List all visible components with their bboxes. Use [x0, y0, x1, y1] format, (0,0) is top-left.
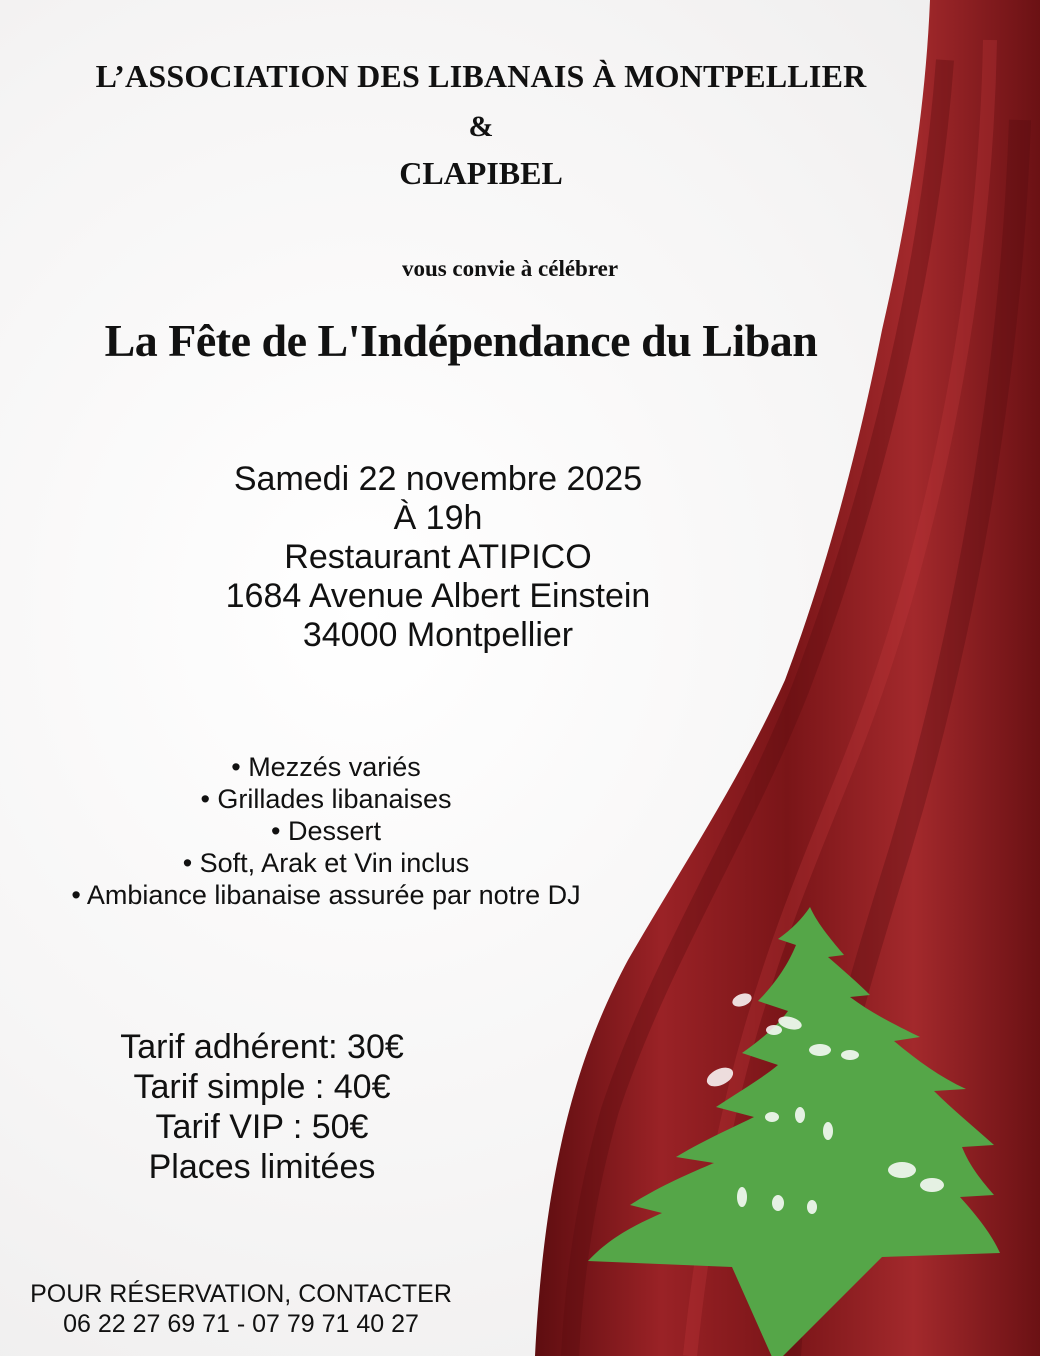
event-date: Samedi 22 novembre 2025	[233, 460, 643, 498]
event-title: La Fête de L'Indépendance du Liban	[104, 315, 818, 366]
reservation-label: POUR RÉSERVATION, CONTACTER	[30, 1280, 452, 1308]
limited-places-note: Places limitées	[148, 1148, 376, 1186]
menu-item: • Mezzés variés	[231, 752, 421, 782]
lebanese-cedar-icon	[582, 905, 1002, 1356]
event-venue: Restaurant ATIPICO	[284, 538, 592, 576]
menu-item: • Grillades libanaises	[200, 784, 452, 814]
event-street: 1684 Avenue Albert Einstein	[225, 577, 651, 615]
price-member: Tarif adhérent: 30€	[120, 1028, 404, 1066]
organizer-name: L’ASSOCIATION DES LIBANAIS À MONTPELLIER	[95, 58, 867, 94]
invitation-text: vous convie à célébrer	[401, 256, 619, 281]
menu-item: • Soft, Arak et Vin inclus	[182, 848, 470, 878]
menu-item: • Dessert	[271, 816, 381, 846]
price-standard: Tarif simple : 40€	[133, 1068, 391, 1106]
reservation-phones: 06 22 27 69 71 - 07 79 71 40 27	[63, 1310, 419, 1338]
price-vip: Tarif VIP : 50€	[155, 1108, 369, 1146]
co-organizer-name: CLAPIBEL	[399, 155, 563, 191]
event-city: 34000 Montpellier	[302, 616, 574, 654]
event-time: À 19h	[393, 499, 483, 537]
ampersand: &	[468, 110, 494, 143]
menu-item: • Ambiance libanaise assurée par notre DJ	[71, 880, 581, 910]
